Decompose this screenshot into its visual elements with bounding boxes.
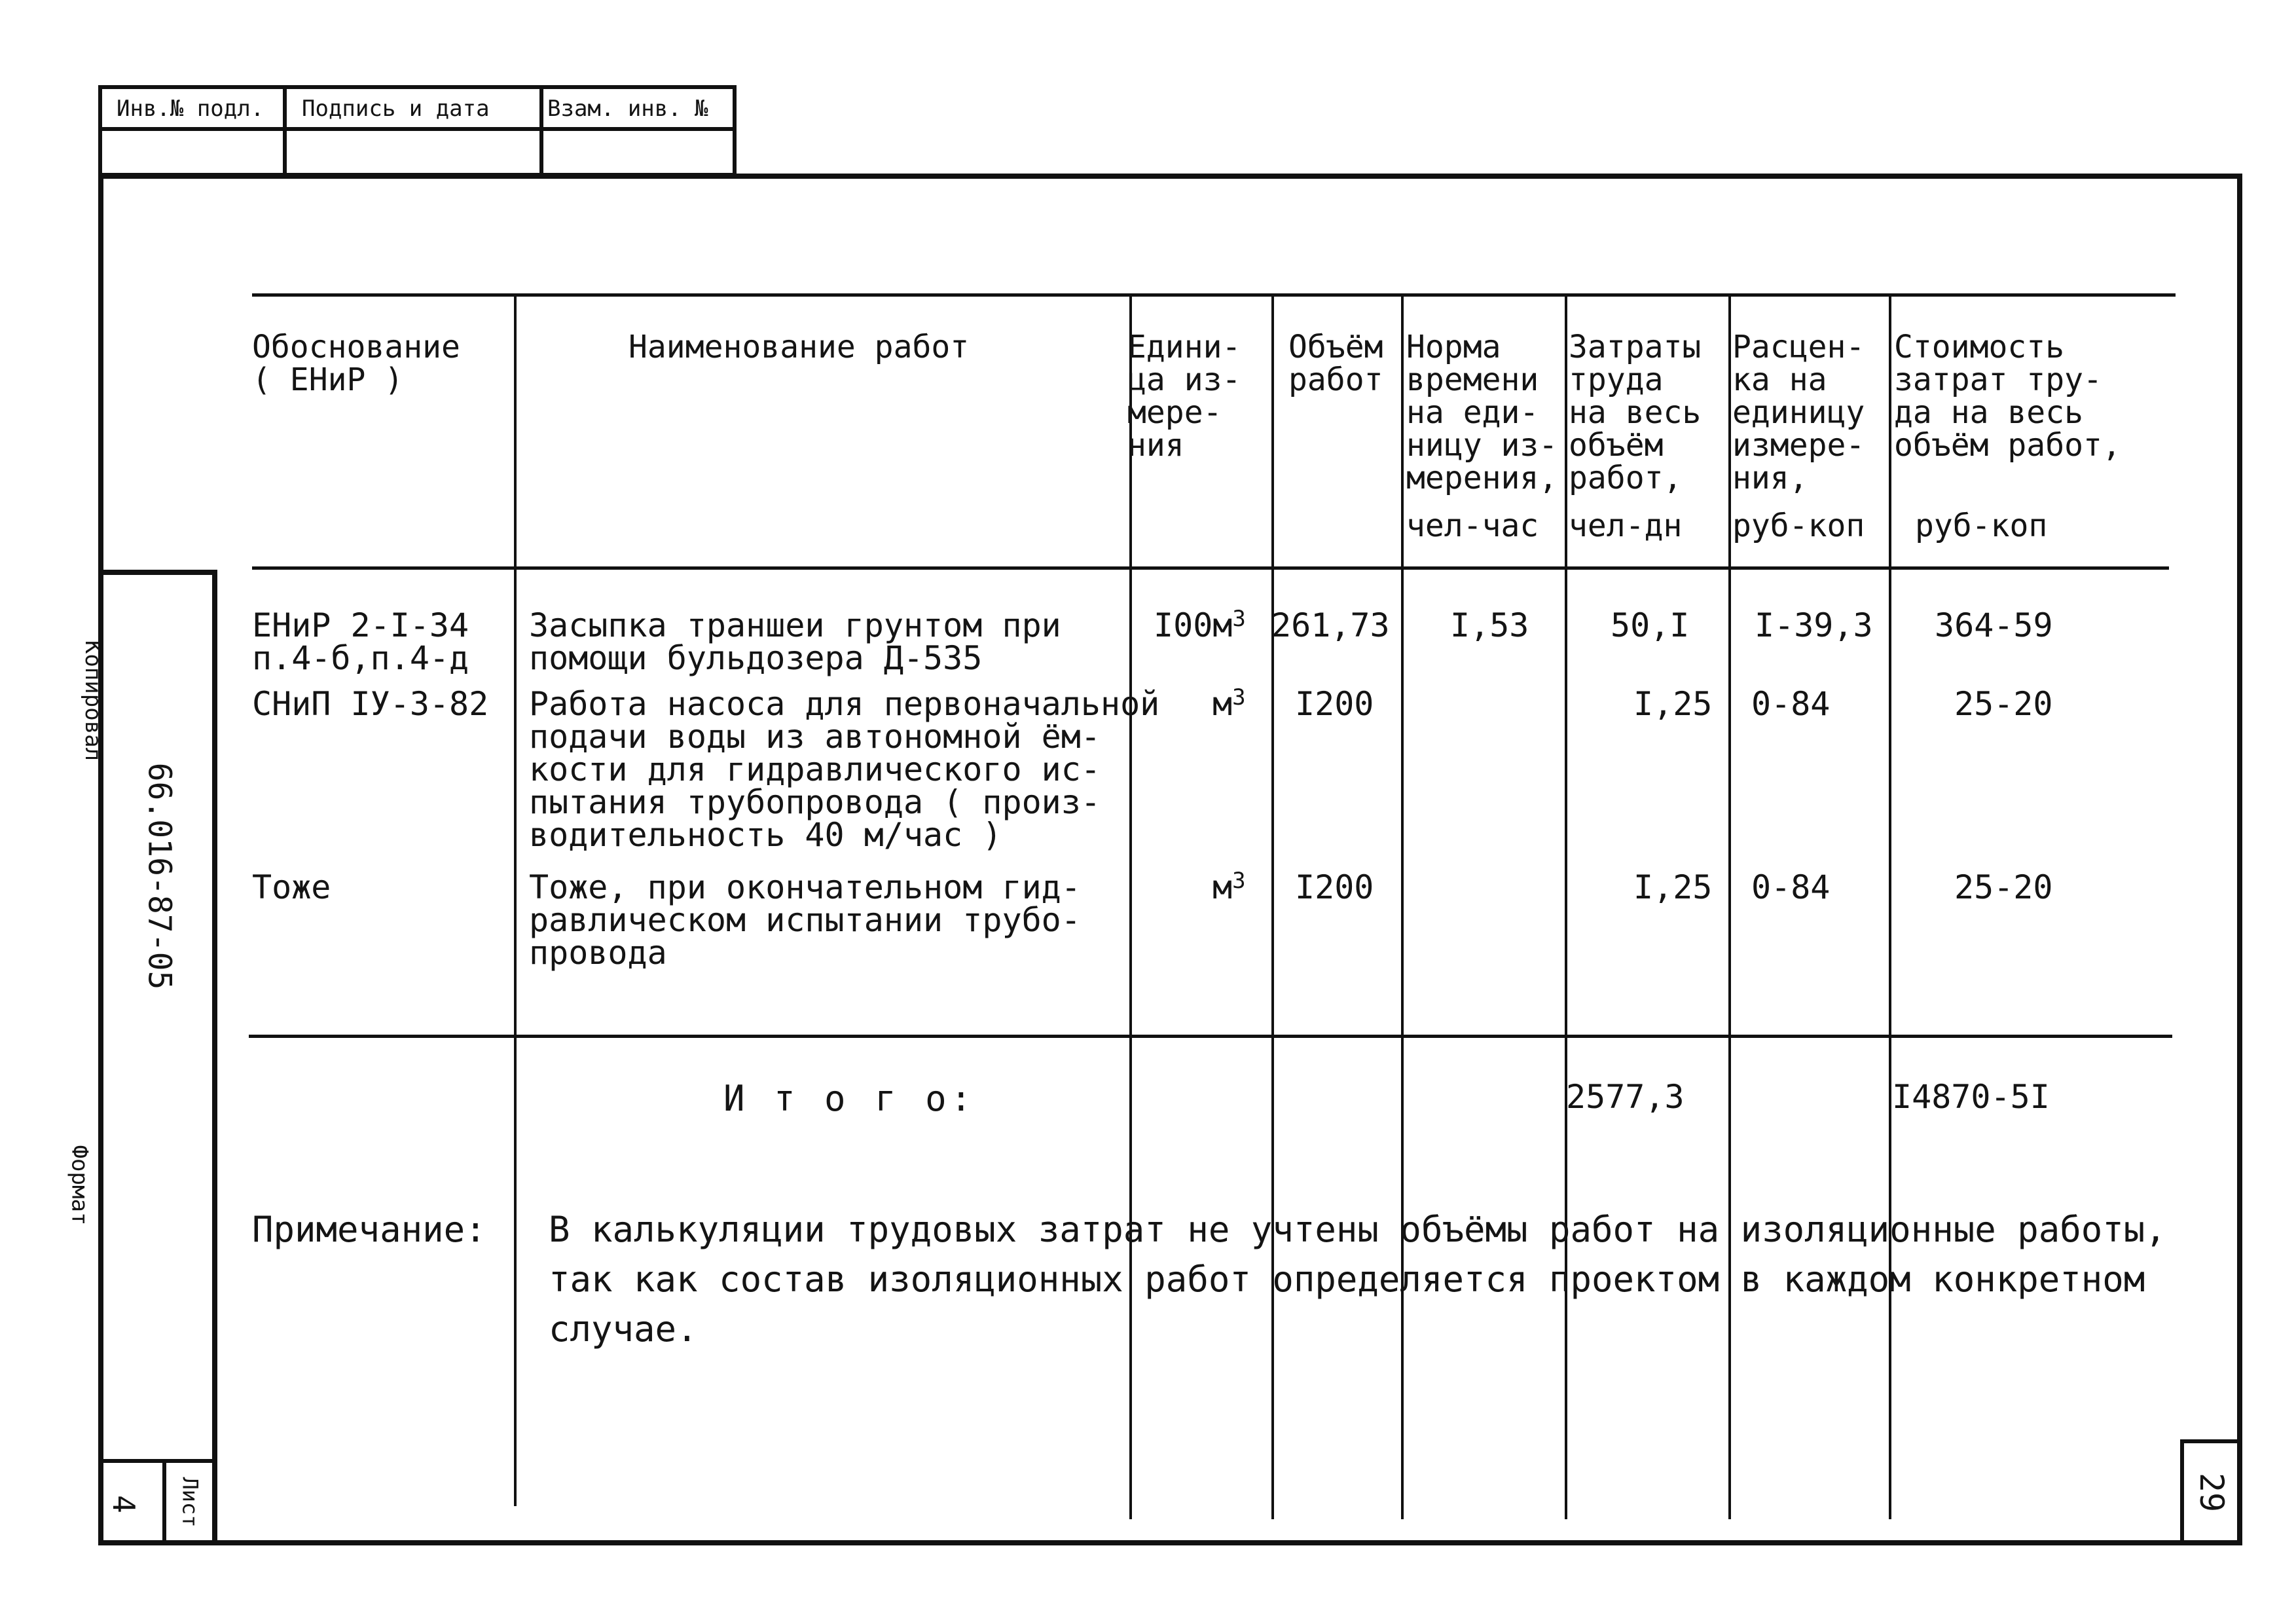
table-top-rule: [252, 293, 2176, 297]
row2-name: Работа насоса для первоначальной подачи воды из автономной ём- кости для гидравлического ис- пытания трубопровода ( произ- водительность 40 м/час ): [529, 685, 1160, 854]
header-name: Наименование работ: [629, 329, 970, 365]
stamp-label-inv: Инв.№ подл.: [117, 96, 264, 122]
row3-labor: I,25: [1633, 868, 1713, 906]
header-cost-unit: руб-коп: [1915, 507, 2048, 544]
header-rate-unit: руб-коп: [1732, 507, 1865, 544]
row1-cost: 364-59: [1935, 606, 2053, 644]
side-divider-v: [162, 1459, 166, 1545]
col-divider-2: [1129, 295, 1132, 1519]
row1-volume: 261,73: [1271, 606, 1390, 644]
header-basis: Обоснование ( ЕНиР ): [252, 329, 460, 398]
header-rate: Расцен- ка на единицу измере- ния,: [1732, 329, 1865, 496]
document-code: 66.016-87-05: [141, 762, 178, 990]
col-divider-4: [1401, 295, 1404, 1519]
row3-volume: I200: [1295, 868, 1374, 906]
row2-rate: 0-84: [1751, 685, 1831, 723]
row1-basis: ЕНиР 2-I-34 п.4-б,п.4-д: [252, 606, 469, 677]
sheet-label: Лист: [177, 1477, 203, 1528]
row1-unit: $I00м^3$: [1154, 606, 1246, 644]
row3-basis: Тоже: [252, 868, 331, 906]
table-body-rule: [249, 1035, 2172, 1038]
row2-basis: СНиП IУ-3-82: [252, 685, 489, 723]
col-divider-1: [514, 295, 517, 1506]
row3-unit: $м^3$: [1212, 868, 1246, 906]
col-divider-7: [1889, 295, 1891, 1519]
row1-name: Засыпка траншеи грунтом при помощи бульдозера Д-535: [529, 606, 1061, 677]
stamp-box: [98, 85, 737, 177]
header-unit: Едини- ца из- мере- ния: [1127, 329, 1241, 464]
row1-rate: I-39,3: [1755, 606, 1873, 644]
margin-copied-label: Копировал: [80, 640, 107, 762]
header-volume: Объём работ: [1288, 329, 1383, 398]
col-divider-5: [1565, 295, 1567, 1519]
note-line-2: так как состав изоляционных работ определяется проектом в каждом конкретном: [549, 1259, 2145, 1300]
header-labor-unit: чел-дн: [1569, 507, 1683, 544]
header-norm-unit: чел-час: [1406, 507, 1539, 544]
sheet-number: 4: [105, 1495, 141, 1513]
side-divider-h: [98, 1459, 217, 1463]
row1-norm: I,53: [1450, 606, 1529, 644]
row2-volume: I200: [1295, 685, 1374, 723]
total-labor: 2577,3: [1566, 1078, 1685, 1116]
row1-labor: 50,I: [1611, 606, 1690, 644]
note-line-1: В калькуляции трудовых затрат не учтены объёмы работ на изоляционные работы,: [549, 1209, 2166, 1250]
row2-cost: 25-20: [1954, 685, 2053, 723]
note-line-3: случае.: [549, 1308, 698, 1350]
row2-labor: I,25: [1633, 685, 1713, 723]
margin-format-label: Формат: [66, 1145, 93, 1226]
col-divider-3: [1271, 295, 1274, 1519]
note-label: Примечание:: [252, 1209, 486, 1250]
row3-cost: 25-20: [1954, 868, 2053, 906]
header-cost: Стоимость затрат тру- да на весь объём работ,: [1894, 329, 2121, 464]
row2-unit: $м^3$: [1212, 684, 1246, 723]
table-header-rule: [252, 566, 2169, 570]
col-divider-6: [1728, 295, 1731, 1519]
side-block: [98, 570, 217, 1545]
total-label: И т о г о:: [723, 1078, 976, 1119]
header-norm: Норма времени на еди- ницу из- мерения,: [1406, 329, 1558, 496]
stamp-label-replace: Взам. инв. №: [547, 96, 708, 122]
page-number: 29: [2193, 1472, 2231, 1513]
row3-rate: 0-84: [1751, 868, 1831, 906]
stamp-label-sign: Подпись и дата: [302, 96, 490, 122]
total-cost: I4870-5I: [1892, 1078, 2050, 1116]
row3-name: Тоже, при окончательном гид- равлическом испытании трубо- провода: [529, 868, 1081, 972]
header-labor: Затраты труда на весь объём работ,: [1569, 329, 1702, 496]
